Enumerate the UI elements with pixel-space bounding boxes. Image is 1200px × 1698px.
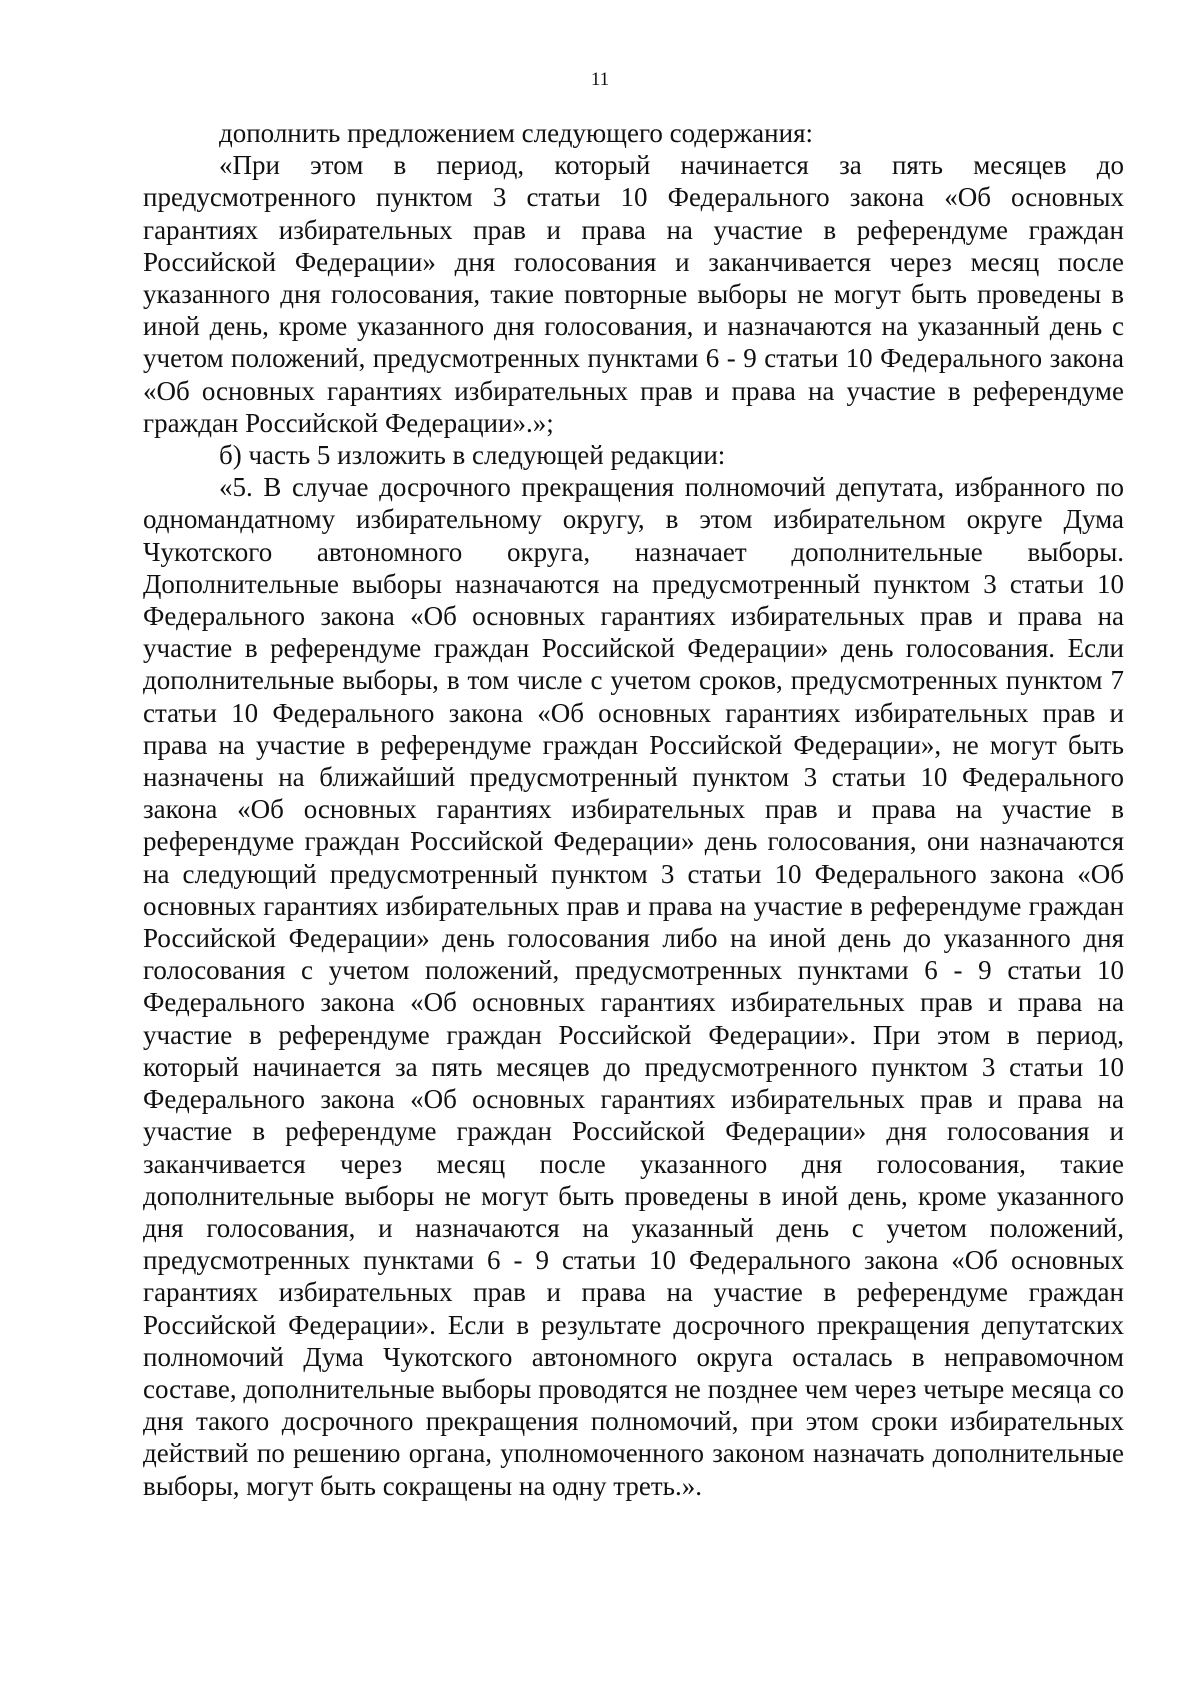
page-number: 11 bbox=[590, 69, 610, 90]
paragraph-quote-repeat-elections: «При этом в период, который начинается за пять месяцев до предусмотренного пунктом 3 статьи 10 Федерального закона «Об основных гарантиях избирательных прав и права на участие в референдуме граждан Российской Федерации» дня голосования и заканчивается через месяц после указанного дня голосования, такие повторные выборы не могут быть проведены в иной день, кроме указанного дня голосования, и назначаются на указанный день с учетом положений, предусмотренных пунктами 6 - 9 статьи 10 Федерального закона «Об основных гарантиях избирательных прав и права на участие в референдуме граждан Российской Федерации».»; bbox=[143, 150, 1124, 438]
document-body bbox=[143, 117, 1124, 1502]
paragraph-intro: дополнить предложением следующего содержания: bbox=[219, 118, 813, 148]
paragraph-part-5-instruction: б) часть 5 изложить в следующей редакции: bbox=[219, 440, 726, 471]
paragraph-part-5-text: «5. В случае досрочного прекращения полномочий депутата, избранного по одномандатному избирательному округу, в этом избирательном округе Дума Чукотского автономного округа, назначает дополнительные выборы. Дополнительные выборы назначаются на предусмотренный пунктом 3 статьи 10 Федерального закона «Об основных гарантиях избирательных прав и права на участие в референдуме граждан Российской Федерации» день голосования. Если дополнительные выборы, в том числе с учетом сроков, предусмотренных пунктом 7 статьи 10 Федерального закона «Об основных гарантиях избирательных прав и права на участие в референдуме граждан Российской Федерации», не могут быть назначены на ближайший предусмотренный пунктом 3 статьи 10 Федерального закона «Об основных гарантиях избирательных прав и права на участие в референдуме граждан Российской Федерации» день голосования, они назначаются на следующий предусмотренный пунктом 3 статьи 10 Федерального закона «Об основных гарантиях избирательных прав и права на участие в референдуме граждан Российской Федерации» день голосования либо на иной день до указанного дня голосования с учетом положений, предусмотренных пунктами 6 - 9 статьи 10 Федерального закона «Об основных гарантиях избирательных прав и права на участие в референдуме граждан Российской Федерации». При этом в период, который начинается за пять месяцев до предусмотренного пунктом 3 статьи 10 Федерального закона «Об основных гарантиях избирательных прав и права на участие в референдуме граждан Российской Федерации» дня голосования и заканчивается через месяц после указанного дня голосования, такие дополнительные выборы не могут быть проведены в иной день, кроме указанного дня голосования, и назначаются на указанный день с учетом положений, предусмотренных пунктами 6 - 9 статьи 10 Федерального закона «Об основных гарантиях избирательных прав и права на участие в референдуме граждан Российской Федерации». Если в результате досрочного прекращения депутатских полномочий Дума Чукотского автономного округа осталась в неправомочном составе, дополнительные выборы проводятся не позднее чем через четыре месяца со дня такого досрочного прекращения полномочий, при этом сроки избирательных действий по решению органа, уполномоченного законом назначать дополнительные выборы, могут быть сокращены на одну треть.». bbox=[143, 472, 1124, 1501]
